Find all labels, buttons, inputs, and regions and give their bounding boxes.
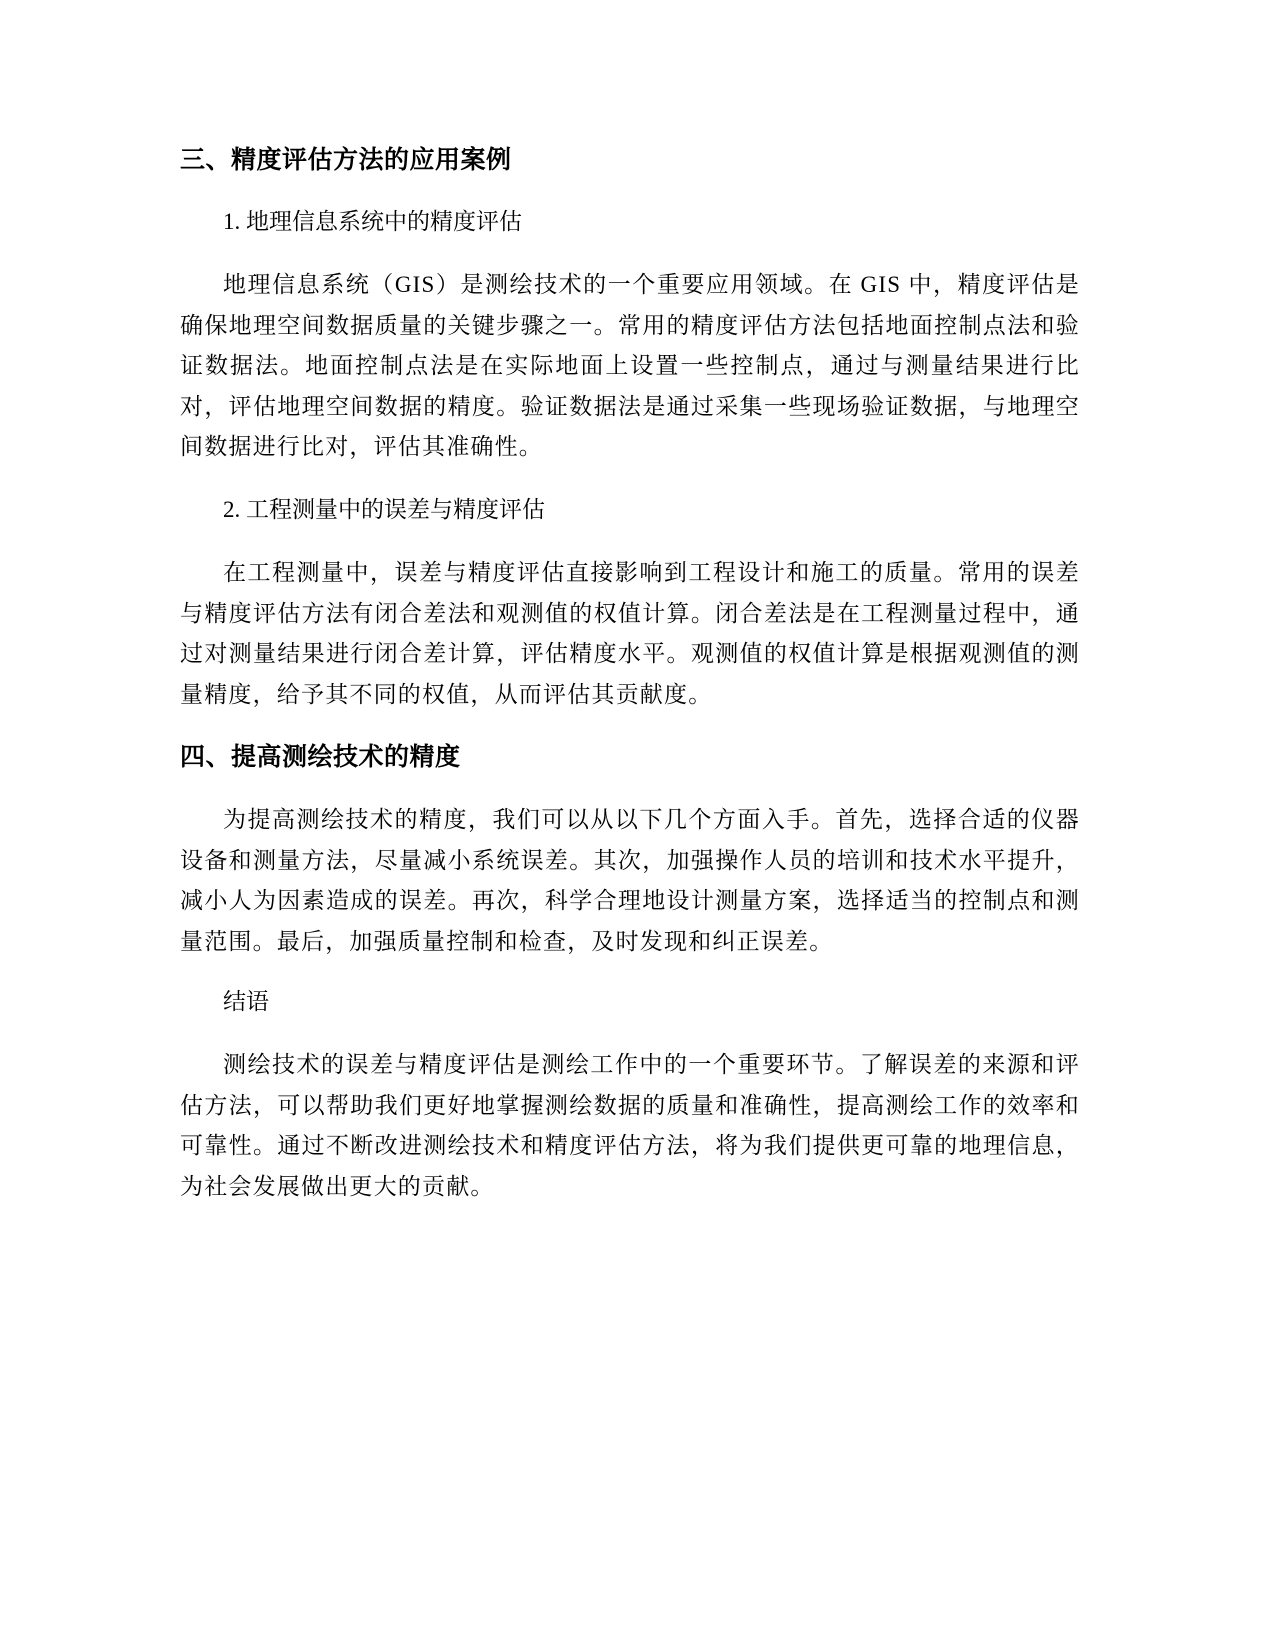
section-4-paragraph: 为提高测绘技术的精度，我们可以从以下几个方面入手。首先，选择合适的仪器设备和测量方法，尽量减小系统误差。其次，加强操作人员的培训和技术水平提升，减小人为因素造成的误差。再次，科学合理地设计测量方案，选择适当的控制点和测量范围。最后，加强质量控制和检查，及时发现和纠正误差。	[180, 807, 1080, 954]
section-3-heading: 三、精度评估方法的应用案例	[180, 146, 512, 174]
conclusion-title: 结语	[223, 989, 269, 1014]
subsection-2-title: 2. 工程测量中的误差与精度评估	[223, 497, 545, 522]
conclusion-paragraph: 测绘技术的误差与精度评估是测绘工作中的一个重要环节。了解误差的来源和评估方法，可以帮助我们更好地掌握测绘数据的质量和准确性，提高测绘工作的效率和可靠性。通过不断改进测绘技术和精度评估方法，将为我们提供更可靠的地理信息，为社会发展做出更大的贡献。	[180, 1052, 1080, 1199]
subsection-1-title: 1. 地理信息系统中的精度评估	[223, 209, 522, 234]
section-4-heading: 四、提高测绘技术的精度	[180, 743, 461, 771]
subsection-2-paragraph: 在工程测量中，误差与精度评估直接影响到工程设计和施工的质量。常用的误差与精度评估方法有闭合差法和观测值的权值计算。闭合差法是在工程测量过程中，通过对测量结果进行闭合差计算，评估精度水平。观测值的权值计算是根据观测值的测量精度，给予其不同的权值，从而评估其贡献度。	[180, 560, 1080, 707]
subsection-1-paragraph: 地理信息系统（GIS）是测绘技术的一个重要应用领域。在 GIS 中，精度评估是确保地理空间数据质量的关键步骤之一。常用的精度评估方法包括地面控制点法和验证数据法。地面控制点法是在实际地面上设置一些控制点，通过与测量结果进行比对，评估地理空间数据的精度。验证数据法是通过采集一些现场验证数据，与地理空间数据进行比对，评估其准确性。	[180, 272, 1080, 459]
